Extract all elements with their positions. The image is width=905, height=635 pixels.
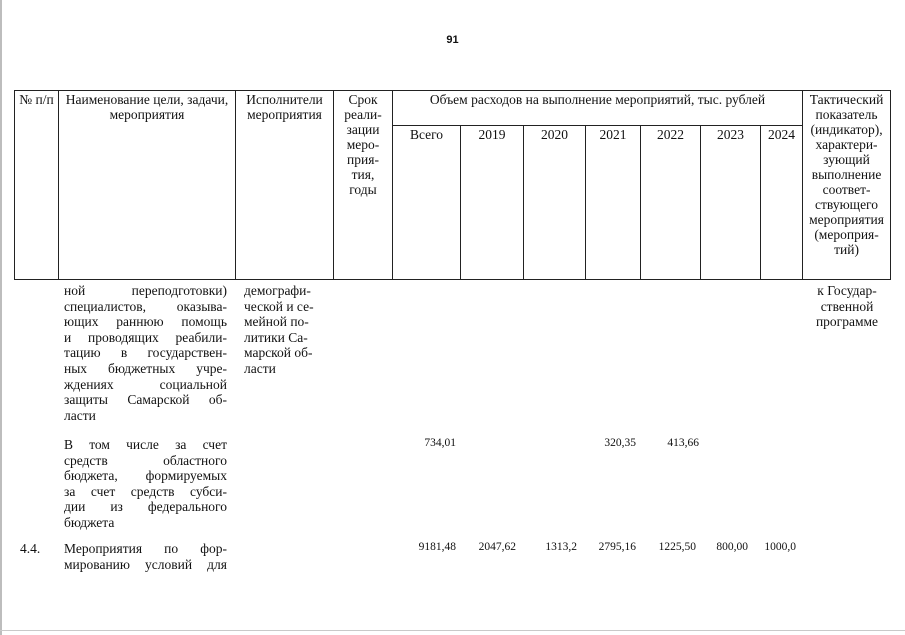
header-2024: 2024 <box>761 126 803 280</box>
row2-total: 734,01 <box>424 437 456 449</box>
row3-total: 9181,48 <box>418 541 456 553</box>
name-block-2: В том числе за счет средств областного бюджета, формируемых за счет средств субси- дии из федерального бюджета <box>64 437 227 530</box>
header-total: Всего <box>393 126 461 280</box>
row3-2019: 2047,62 <box>478 541 516 553</box>
header-indicator: Тактический показатель (индикатор), характери- зующий выполнение соответ- ствующего мероприятия (мероприя- тий) <box>803 91 891 280</box>
header-number: № п/п <box>15 91 59 280</box>
executors-block: демографи- ческой и се- мейной по- литики Са- марской об- ласти <box>244 283 314 376</box>
header-name: Наименование цели, задачи, мероприятия <box>59 91 236 280</box>
row3-2024: 1000,0 <box>764 541 796 553</box>
header-term: Срок реали- зации меро- прия- тия, годы <box>334 91 393 280</box>
name-block-1: ной переподготовки) специалистов, оказыва- ющих раннюю помощь и проводящих реабили- тацию в государствен- ных бюджетных учре- ждениях социальной защиты Самарской об- ласти <box>64 283 227 423</box>
row2-2021: 320,35 <box>604 437 636 449</box>
header-2019: 2019 <box>461 126 524 280</box>
scan-edge <box>0 0 2 635</box>
header-2020: 2020 <box>524 126 586 280</box>
row2-2022: 413,66 <box>667 437 699 449</box>
scan-bottom-line <box>0 630 905 631</box>
header-volume: Объем расходов на выполнение мероприятий, тыс. рублей <box>393 91 803 126</box>
row3-name: Мероприятия по фор- мированию условий для <box>64 541 227 572</box>
header-2021: 2021 <box>586 126 641 280</box>
header-executors: Исполнители мероприятия <box>236 91 334 280</box>
page-number: 91 <box>446 34 459 46</box>
header-2023: 2023 <box>701 126 761 280</box>
indicator-block: к Государ- ственной программе <box>815 283 879 330</box>
row3-2022: 1225,50 <box>658 541 696 553</box>
header-2022: 2022 <box>641 126 701 280</box>
row3-2021: 2795,16 <box>598 541 636 553</box>
table-header <box>14 90 891 280</box>
row3-number: 4.4. <box>20 541 41 556</box>
row3-2020: 1313,2 <box>545 541 577 553</box>
row3-2023: 800,00 <box>716 541 748 553</box>
